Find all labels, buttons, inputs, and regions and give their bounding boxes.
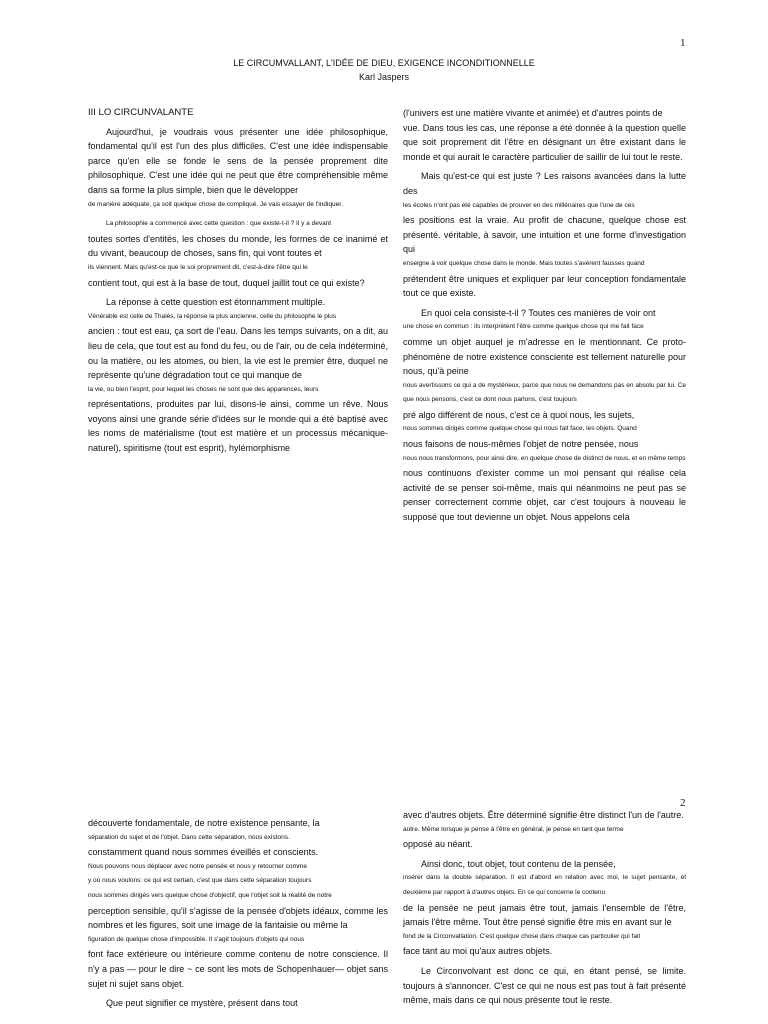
paragraph: III LO CIRCUNVALANTE xyxy=(88,107,194,118)
paragraph: les positions est la vraie. Au profit de chacune, quelque chose est présenté. véritable, à savoir, une intuition et une forme d'investigation qui xyxy=(403,215,686,255)
paragraph: nous sommes dirigés comme quelque chose qui nous fait face, les objets. Quand xyxy=(403,425,637,433)
paragraph: une chose en commun : ils interprètent l'être comme quelque chose qui me fait face xyxy=(403,323,644,331)
paragraph: toutes sortes d'entités, les choses du monde, les formes de ce inanimé et du vivant, beaucoup de choses, sans fin, qui vont toutes et xyxy=(88,233,388,259)
paragraph: insérer dans la double séparation. Il est d'abord en relation avec moi, le sujet pensante, et deuxième par rapport à d'autres objets. En ce qui concerne le contenu xyxy=(403,874,686,896)
paragraph: nous faisons de nous-mêmes l'objet de notre pensée, nous xyxy=(403,439,639,450)
paragraph: représentations, produites par lui, disons-le ainsi, comme un rêve. Nous voyons ainsi une grande série d'idées sur le monde qui a été baptisé avec les noms de matérialisme (tout est matière et un processus mécanique-naturel), spiritisme (tout est esprit), hylémorphisme xyxy=(88,399,388,454)
paragraph: (l'univers est une matière vivante et animée) et d'autres points de xyxy=(403,108,663,118)
page-number-2: 2 xyxy=(680,797,686,809)
paragraph: séparation du sujet et de l'objet. Dans cette séparation, nous existons. xyxy=(88,833,290,841)
paragraph: comme un objet auquel je m'adresse en le mentionnant. Ce proto-phénomène de notre existence consciente est tellement naturelle pour nous, qu'à peine xyxy=(403,336,686,377)
paragraph: nous avertissons ce qui a de mystérieux, parce que nous ne demandons pas en absolu par lui. Ce que nous pensons, c'est ce dont nous parlons, c'est toujours xyxy=(403,381,686,404)
paragraph: Nous pouvons nous déplacer avec notre pensée et nous y retourner comme xyxy=(88,862,307,870)
paragraph: de manière adéquate, ça soit quelque chose de compliqué. Je vais essayer de l'indiquer. xyxy=(88,200,343,208)
paragraph: la vie, ou bien l'esprit, pour lequel les choses ne sont que des apparences, leurs xyxy=(88,385,319,393)
paragraph: nous continuons d'exister comme un moi pensant qui réalise cela activité de se penser soi-même, mais qui néanmoins ne peut pas se penser correctement comme objet, car c'est toujours à nouveau le supposé que tout devienne un objet. Nous appelons cela xyxy=(403,468,686,523)
paragraph: de la pensée ne peut jamais être tout, jamais l'ensemble de l'être, jamais l'être même. Tout être pensé signifie être mis en avant sur le xyxy=(403,902,686,928)
paragraph: Mais qu'est-ce qui est juste ? Les raisons avancées dans la lutte des xyxy=(403,171,686,196)
paragraph: avec d'autres objets. Être déterminé signifie être distinct l'un de l'autre. xyxy=(403,810,684,820)
paragraph: les écoles n'ont pas été capables de prouver en des millénaires que l'une de ces xyxy=(403,201,635,209)
paragraph: fond de la Circonvallation. C'est quelque chose dans chaque cas particulier qui fait xyxy=(403,932,641,940)
paragraph: Aujourd'hui, je voudrais vous présenter une idée philosophique, fondamental qu'il est l'un des plus difficiles. C'est une idée indispensable parce qu'en elle se fonde le sens de la pensée proprement dite philosophique. C'est une idée qui ne peut que être compréhensible même dans sa forme la plus simple, bien que le développer xyxy=(88,126,388,195)
paragraph: autre. Même lorsque je pense à l'être en général, je pense en tant que terme xyxy=(403,825,624,833)
paragraph: ils viennent. Mais qu'est-ce que le soi proprement dit, c'est-à-dire l'être qui le xyxy=(88,263,308,271)
page1-right-column xyxy=(403,106,686,525)
paragraph: y où nous voulons: ce qui est certain, c'est que dans cette séparation toujours xyxy=(88,877,312,885)
paragraph: Ainsi donc, tout objet, tout contenu de la pensée, xyxy=(421,858,616,869)
page1-left-column xyxy=(88,106,388,456)
paragraph: En quoi cela consiste-t-il ? Toutes ces manières de voir ont xyxy=(421,307,656,318)
paragraph: enseigne à voir quelque chose dans le monde. Mais toutes s'avèrent fausses quand xyxy=(403,259,645,267)
paragraph: La philosophie a commencé avec cette question : que existe-t-il ? Il y a devant xyxy=(106,220,332,228)
paragraph: contient tout, qui est à la base de tout, duquel jaillit tout ce qui existe? xyxy=(88,277,365,288)
paragraph: nous nous transformons, pour ainsi dire, en quelque chose de distinct de nous, et en même temps xyxy=(403,454,686,462)
paragraph: vue. Dans tous les cas, une réponse a été donnée à la question quelle que soit proprement dit l'être en désignant un être existant dans le monde et qui aurait le caractère particulier de saillir de lui tout le reste. xyxy=(403,122,686,162)
paragraph: La réponse à cette question est étonnamment multiple. xyxy=(106,297,326,308)
paragraph: Vénérable est celle de Thalès, la réponse la plus ancienne, celle du philosophe le plus xyxy=(88,312,337,320)
paragraph: découverte fondamentale, de notre existence pensante, la xyxy=(88,818,320,828)
page2-right-column xyxy=(403,808,686,1020)
paragraph: Le Circonvolvant est donc ce qui, en étant pensé, se limite. toujours à s'annoncer. C'est ce qui ne nous est pas tout à fait présenté même, mais dans ce qui nous présente tout le reste. xyxy=(403,965,686,1006)
page-number-1: 1 xyxy=(680,37,686,49)
paragraph: constamment quand nous sommes éveillés et conscients. xyxy=(88,847,319,858)
paragraph: prétendent être uniques et expliquer par leur conception fondamentale tout ce que existe. xyxy=(403,273,686,299)
paragraph: ancien : tout est eau, ça sort de l'eau. Dans les temps suivants, on a dit, au lieu de cela, que tout est au fond du feu, ou de l'air, ou de cela indéterminé, ou la matière, ou les atomes, ou bien, la vie est le premier être, duquel ne représente qu'une dégradation tout ce qui manque de xyxy=(88,326,388,381)
paragraph: perception sensible, qu'il s'agisse de la pensée d'objets idéaux, comme les nombres et les figures, soit une image de la fantaisie ou même la xyxy=(88,905,388,931)
page2-left-column xyxy=(88,816,388,1020)
paragraph: pré algo différent de nous, c'est ce à quoi nous, les sujets, xyxy=(403,409,635,420)
paragraph: figuration de quelque chose d'impossible. Il s'agit toujours d'objets qui nous xyxy=(88,935,305,943)
paragraph: Que peut signifier ce mystère, présent dans tout xyxy=(106,998,298,1009)
paragraph: opposé au néant. xyxy=(403,839,473,850)
paragraph: nous sommes dirigés vers quelque chose d'objectif, que l'objet soit la réalité de notre xyxy=(88,891,332,899)
document-author: Karl Jaspers xyxy=(358,72,410,82)
paragraph: font face extérieure ou intérieure comme contenu de notre conscience. Il n'y a pas — pour le dire ~ ce sont les mots de Schopenhauer— objet sans sujet ni sujet sans objet. xyxy=(88,949,388,989)
paragraph: face tant au moi qu'aux autres objets. xyxy=(403,946,553,957)
document-title: LE CIRCUMVALLANT, L'IDÉE DE DIEU, EXIGENCE INCONDITIONNELLE xyxy=(233,58,535,68)
